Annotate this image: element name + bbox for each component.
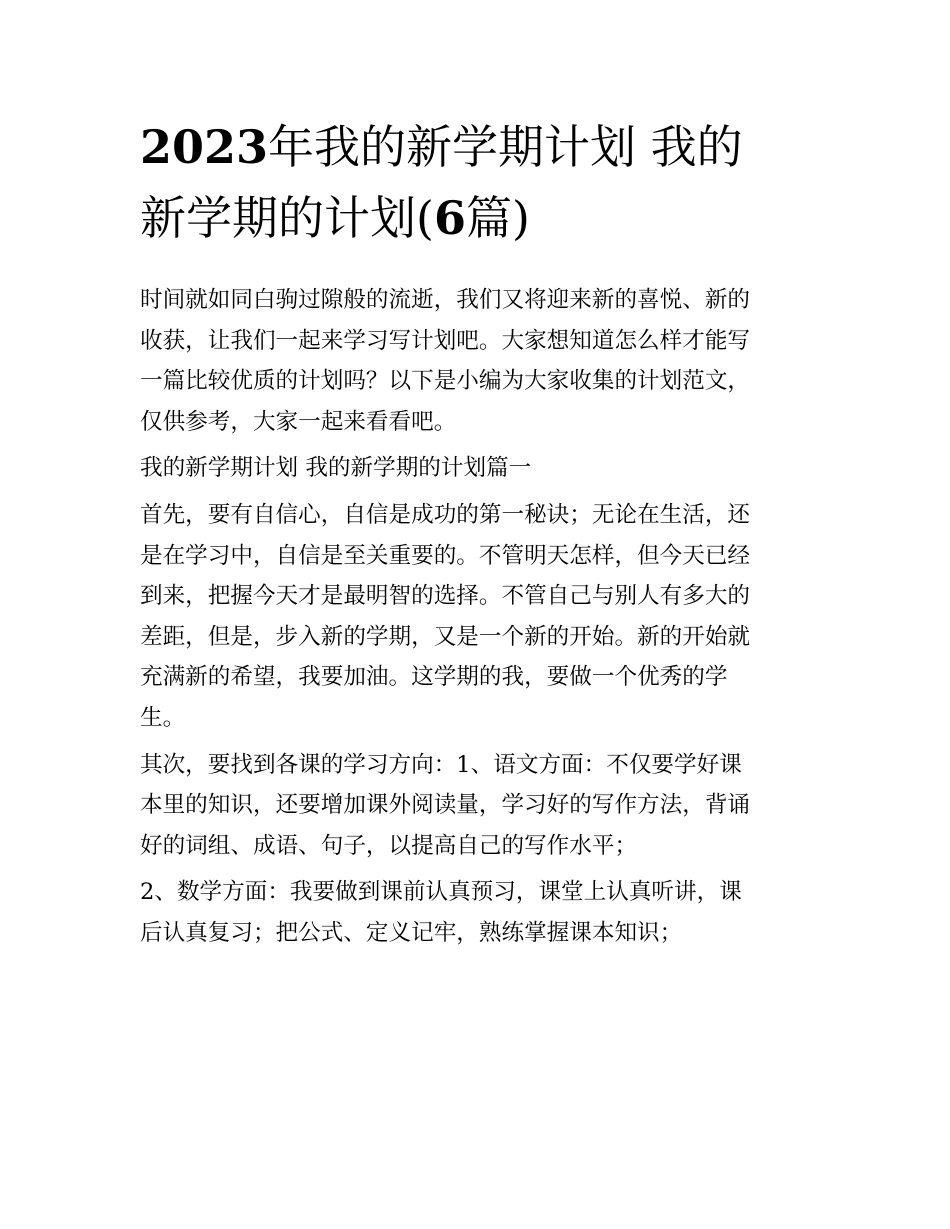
text-line: 差距，但是，步入新的学期，又是一个新的开始。新的开始就 — [140, 623, 751, 650]
text-line: 首先，要有自信心，自信是成功的第一秘诀；无论在生活，还 — [140, 501, 751, 528]
title-line-2-end: 篇) — [465, 191, 530, 245]
document-title — [140, 112, 820, 254]
title-line-1 — [140, 112, 820, 183]
section-heading — [140, 448, 820, 489]
text-line: 生。 — [140, 704, 186, 731]
text-line: 到来，把握今天才是最明智的选择。不管自己与别人有多大的 — [140, 583, 751, 610]
text-line: 我的新学期计划 我的新学期的计划篇一 — [140, 455, 532, 482]
text-line: 时间就如同白驹过隙般的流逝，我们又将迎来新的喜悦、新的 — [140, 287, 751, 313]
title-line-1-text: 年我的新学期计划 我的 — [268, 120, 743, 174]
text-line: 其次，要找到各课的学习方向：1、语文方面：不仅要学好课 — [140, 751, 742, 778]
title-line-2-text: 新学期的计划( — [140, 191, 434, 245]
text-line: 充满新的希望，我要加油。这学期的我，要做一个优秀的学 — [140, 664, 728, 691]
text-line: 2、数学方面：我要做到课前认真预习，课堂上认真听讲，课 — [140, 879, 742, 906]
document-body — [140, 280, 820, 960]
title-year: 2023 — [140, 120, 269, 174]
intro-paragraph — [140, 280, 820, 442]
text-line: 一篇比较优质的计划吗？以下是小编为大家收集的计划范文， — [140, 368, 751, 395]
text-line: 收获，让我们一起来学习写计划吧。大家想知道怎么样才能写 — [140, 327, 751, 354]
title-count: 6 — [433, 191, 466, 245]
text-line: 是在学习中，自信是至关重要的。不管明天怎样，但今天已经 — [140, 542, 751, 569]
title-line-2 — [140, 183, 820, 254]
chinese-study-paragraph — [140, 745, 820, 867]
math-study-paragraph — [140, 872, 820, 953]
confidence-paragraph — [140, 495, 820, 739]
text-line: 仅供参考，大家一起来看看吧。 — [140, 408, 457, 435]
text-line: 好的词组、成语、句子，以提高自己的写作水平； — [140, 832, 638, 859]
text-line: 本里的知识，还要增加课外阅读量，学习好的写作方法，背诵 — [140, 792, 751, 819]
text-line: 后认真复习；把公式、定义记牢，熟练掌握课本知识； — [140, 919, 683, 946]
